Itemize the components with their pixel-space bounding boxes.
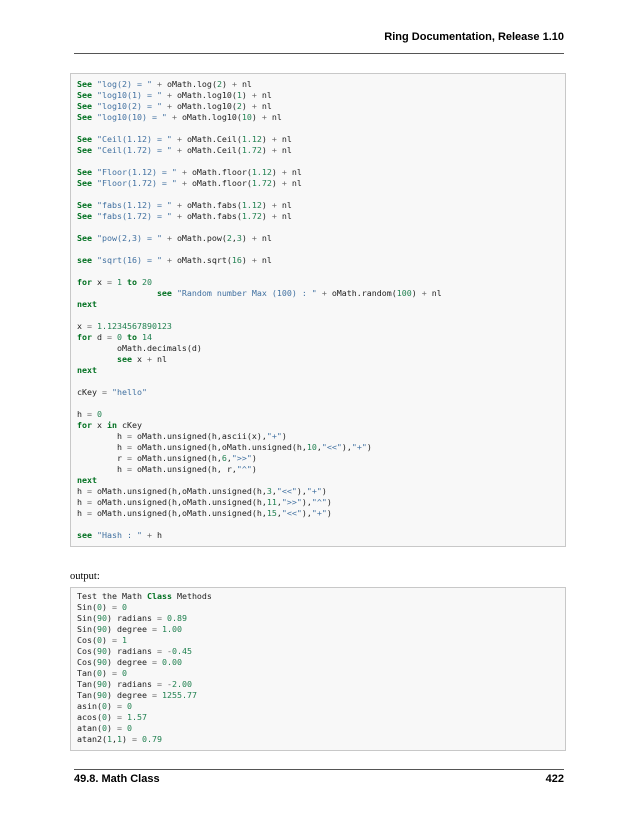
code-line: h = oMath.unsigned(h,oMath.unsigned(h,11,">>"),"^") xyxy=(77,497,332,507)
code-line: oMath.decimals(d) xyxy=(116,343,202,353)
code-line: See "Ceil(1.72) = " + oMath.Ceil(1.72) + nl xyxy=(77,145,292,155)
output-line: asin(0) = 0 xyxy=(77,701,132,711)
code-line: r = oMath.unsigned(h,6,">>") xyxy=(116,453,257,463)
code-block xyxy=(70,73,566,547)
code-line: h = oMath.unsigned(h,oMath.unsigned(h,10,"<<"),"+") xyxy=(116,442,372,452)
output-line: Cos(90) radians = -0.45 xyxy=(77,646,192,656)
header-rule xyxy=(74,53,564,54)
code-line: next xyxy=(77,365,97,375)
code-line: h = oMath.unsigned(h,oMath.unsigned(h,15,"<<"),"+") xyxy=(77,508,332,518)
code-line: See "Floor(1.72) = " + oMath.floor(1.72) + nl xyxy=(77,178,302,188)
output-line: Cos(90) degree = 0.00 xyxy=(77,657,182,667)
output-line: atan(0) = 0 xyxy=(77,723,132,733)
code-line: See "fabs(1.72) = " + oMath.fabs(1.72) + nl xyxy=(77,211,292,221)
output-line: Tan(90) radians = -2.00 xyxy=(77,679,192,689)
code-line: See "pow(2,3) = " + oMath.pow(2,3) + nl xyxy=(77,233,272,243)
output-line: acos(0) = 1.57 xyxy=(77,712,147,722)
code-line: see x + nl xyxy=(116,354,167,364)
footer-rule xyxy=(74,769,564,770)
code-line: See "Floor(1.12) = " + oMath.floor(1.12) + nl xyxy=(77,167,302,177)
code-line: for x = 1 to 20 xyxy=(77,277,152,287)
output-line: Sin(90) radians = 0.89 xyxy=(77,613,187,623)
code-line: h = 0 xyxy=(77,409,102,419)
output-line: Cos(0) = 1 xyxy=(77,635,127,645)
output-label: output: xyxy=(70,571,100,582)
code-line: next xyxy=(77,475,97,485)
code-line: See "log(2) = " + oMath.log(2) + nl xyxy=(77,79,252,89)
code-line: See "fabs(1.12) = " + oMath.fabs(1.12) + nl xyxy=(77,200,292,210)
code-line: see "Hash : " + h xyxy=(77,530,162,540)
code-line: h = oMath.unsigned(h, r,"^") xyxy=(116,464,257,474)
code-line: next xyxy=(77,299,97,309)
code-line: for x in cKey xyxy=(77,420,142,430)
code-line: see "Random number Max (100) : " + oMath.random(100) + nl xyxy=(156,288,442,298)
code-line: See "Ceil(1.12) = " + oMath.Ceil(1.12) + nl xyxy=(77,134,292,144)
footer-section-title: 49.8. Math Class xyxy=(74,773,160,785)
output-line: Sin(90) degree = 1.00 xyxy=(77,624,182,634)
output-line: Tan(90) degree = 1255.77 xyxy=(77,690,197,700)
code-line: h = oMath.unsigned(h,ascii(x),"+") xyxy=(116,431,287,441)
running-header-title: Ring Documentation, Release 1.10 xyxy=(384,31,564,43)
code-line: h = oMath.unsigned(h,oMath.unsigned(h,3,"<<"),"+") xyxy=(77,486,327,496)
code-line: See "log10(10) = " + oMath.log10(10) + nl xyxy=(77,112,282,122)
code-line: see "sqrt(16) = " + oMath.sqrt(16) + nl xyxy=(77,255,272,265)
output-line: Tan(0) = 0 xyxy=(77,668,127,678)
output-line: Test the Math Class Methods xyxy=(77,591,212,601)
output-line: Sin(0) = 0 xyxy=(77,602,127,612)
output-line: atan2(1,1) = 0.79 xyxy=(77,734,162,744)
code-line: x = 1.1234567890123 xyxy=(77,321,172,331)
footer-page-number: 422 xyxy=(545,773,564,785)
code-line: See "log10(1) = " + oMath.log10(1) + nl xyxy=(77,90,272,100)
output-block xyxy=(70,587,566,751)
code-line: See "log10(2) = " + oMath.log10(2) + nl xyxy=(77,101,272,111)
code-line: cKey = "hello" xyxy=(77,387,147,397)
code-line: for d = 0 to 14 xyxy=(77,332,152,342)
